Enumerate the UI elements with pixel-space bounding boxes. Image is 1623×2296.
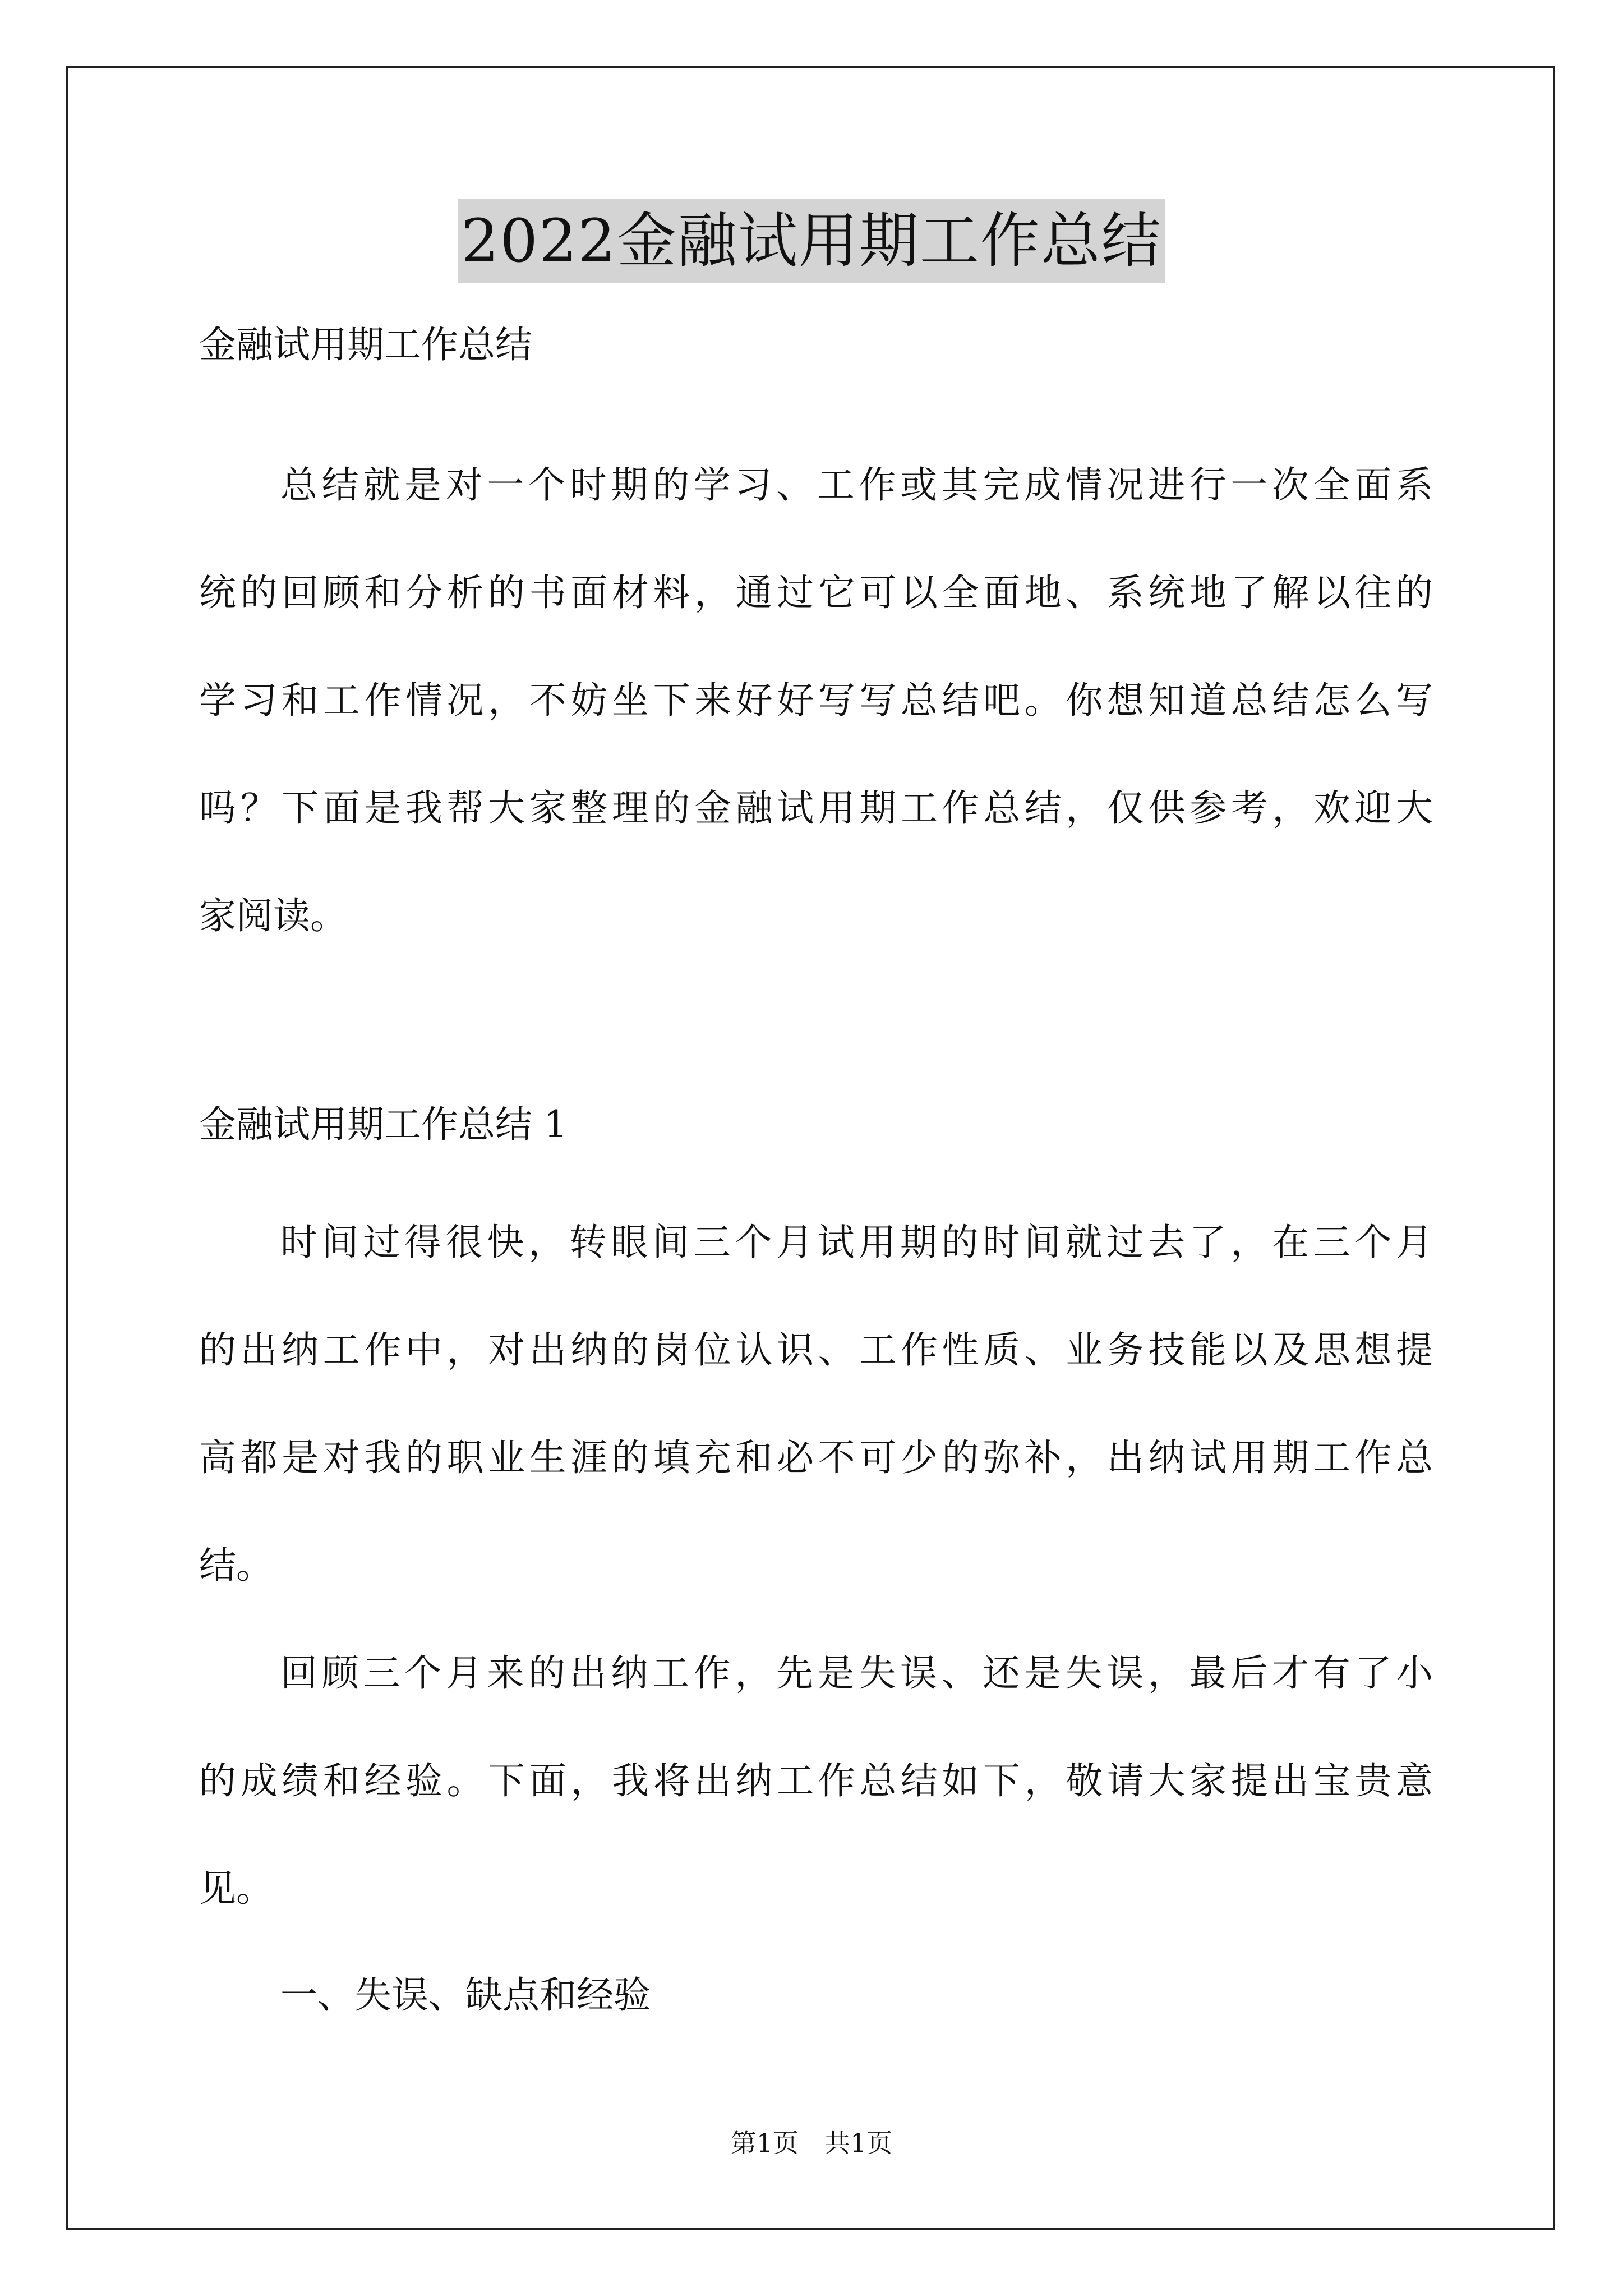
point-heading: 一、失误、缺点和经验: [280, 1973, 651, 2017]
intro-line: 统的回顾和分析的书面材料，通过它可以全面地、系统地了解以往的: [199, 571, 1433, 614]
paragraph-line: 结。: [199, 1544, 273, 1587]
intro-line: 吗？下面是我帮大家整理的金融试用期工作总结，仅供参考，欢迎大: [199, 786, 1433, 830]
intro-line: 家阅读。: [199, 894, 347, 937]
section-heading: 金融试用期工作总结 1: [199, 1103, 568, 1146]
page-footer: 第1页 共1页: [730, 2128, 893, 2158]
intro-line: 学习和工作情况，不妨坐下来好好写写总结吧。你想知道总结怎么写: [199, 679, 1433, 722]
paragraph-line: 回顾三个月来的出纳工作，先是失误、还是失误，最后才有了小: [280, 1651, 1433, 1695]
paragraph-line: 的成绩和经验。下面，我将出纳工作总结如下，敬请大家提出宝贵意: [199, 1759, 1433, 1802]
intro-line: 总结就是对一个时期的学习、工作或其完成情况进行一次全面系: [280, 463, 1433, 507]
subtitle: 金融试用期工作总结: [199, 323, 532, 366]
paragraph-line: 时间过得很快，转眼间三个月试用期的时间就过去了，在三个月: [280, 1221, 1433, 1264]
paragraph-line: 的出纳工作中，对出纳的岗位认识、工作性质、业务技能以及思想提: [199, 1328, 1433, 1372]
document-title: 2022金融试用期工作总结: [458, 199, 1165, 283]
paragraph-line: 见。: [199, 1867, 273, 1910]
title-container: [0, 199, 1623, 283]
paragraph-line: 高都是对我的职业生涯的填充和必不可少的弥补，出纳试用期工作总: [199, 1436, 1433, 1479]
